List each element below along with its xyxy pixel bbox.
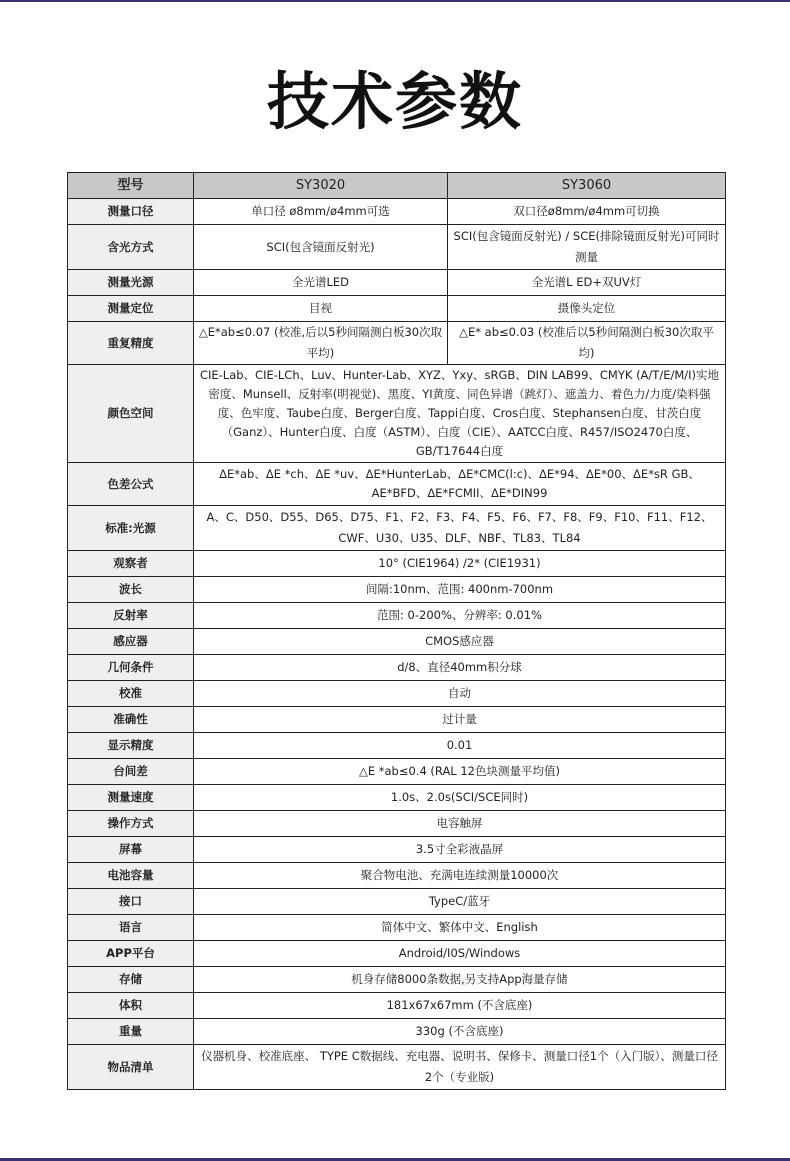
- row-label: APP平台: [68, 941, 194, 967]
- row-label: 波长: [68, 577, 194, 603]
- table-row: [68, 863, 726, 889]
- row-label: 反射率: [68, 603, 194, 629]
- row-label: 测量口径: [68, 199, 194, 225]
- table-row: [68, 322, 726, 365]
- row-value: 简体中文、繁体中文、English: [194, 915, 726, 941]
- row-value: 过计量: [194, 707, 726, 733]
- row-value: Android/I0S/Windows: [194, 941, 726, 967]
- table-row: [68, 785, 726, 811]
- row-label: 电池容量: [68, 863, 194, 889]
- table-header-row: [68, 173, 726, 199]
- table-row: [68, 1019, 726, 1045]
- row-value: 单口径 ø8mm/ø4mm可选: [194, 199, 448, 225]
- row-label: 准确性: [68, 707, 194, 733]
- table-row: [68, 506, 726, 551]
- page-title: 技术参数: [266, 65, 523, 138]
- row-label: 测量定位: [68, 296, 194, 322]
- row-label: 感应器: [68, 629, 194, 655]
- row-value: 全光谱LED: [194, 270, 448, 296]
- row-label: 接口: [68, 889, 194, 915]
- row-label: 屏幕: [68, 837, 194, 863]
- row-value: 目视: [194, 296, 448, 322]
- row-label: 语言: [68, 915, 194, 941]
- row-label: 几何条件: [68, 655, 194, 681]
- row-label: 观察者: [68, 551, 194, 577]
- row-value: 10° (CIE1964) /2* (CIE1931): [194, 551, 726, 577]
- row-label: 操作方式: [68, 811, 194, 837]
- row-label: 测量光源: [68, 270, 194, 296]
- table-row: [68, 270, 726, 296]
- row-value: 间隔:10nm、范围: 400nm-700nm: [194, 577, 726, 603]
- table-row: [68, 889, 726, 915]
- row-label: 颜色空间: [68, 365, 194, 463]
- row-label: 显示精度: [68, 733, 194, 759]
- table-row: [68, 681, 726, 707]
- row-value: SCI(包含镜面反射光) / SCE(排除镜面反射光)可同时测量: [448, 225, 726, 270]
- row-value: 摄像头定位: [448, 296, 726, 322]
- header-model-sy3060: SY3060: [448, 173, 726, 199]
- header-model-sy3020: SY3020: [194, 173, 448, 199]
- table-row: [68, 603, 726, 629]
- row-value: 3.5寸全彩液晶屏: [194, 837, 726, 863]
- table-row: [68, 551, 726, 577]
- row-label: 重量: [68, 1019, 194, 1045]
- row-value: CIE-Lab、CIE-LCh、Luv、Hunter-Lab、XYZ、Yxy、sRGB、DIN LAB99、CMYK (A/T/E/M/I)实地密度、Munsell、反射率(明视觉)、黑度、YI黄度、同色异谱（跳灯）、遮盖力、着色力/力度/染料强度、色牢度、Taube白度、Berger白度、Tappi白度、Cros白度、Stephansen白度、甘茨白度（Ganz）、Hunter白度、白度（ASTM）、白度（CIE）、AATCC白度、R457/ISO2470白度、GB/T17644白度: [194, 365, 726, 463]
- row-label: 重复精度: [68, 322, 194, 365]
- row-value: CMOS感应器: [194, 629, 726, 655]
- table-row: [68, 759, 726, 785]
- row-value: 仪器机身、校准底座、 TYPE C数据线、充电器、说明书、保修卡、测量口径1个（入门版）、测量口径2个（专业版): [194, 1045, 726, 1090]
- row-value: 181x67x67mm (不含底座): [194, 993, 726, 1019]
- row-value: △E* ab≤0.03 (校准后以5秒间隔测白板30次取平均): [448, 322, 726, 365]
- table-row: [68, 296, 726, 322]
- row-value: ΔE*ab、ΔE *ch、ΔE *uv、ΔE*HunterLab、ΔE*CMC(l:c)、ΔE*94、ΔE*00、ΔE*sR GB、AE*BFD、ΔE*FCMII、ΔE*DIN99: [194, 463, 726, 506]
- table-row: [68, 225, 726, 270]
- row-label: 物品清单: [68, 1045, 194, 1090]
- row-value: 范围: 0-200%、分辨率: 0.01%: [194, 603, 726, 629]
- spec-table: [67, 172, 726, 1090]
- row-label: 测量速度: [68, 785, 194, 811]
- row-value: 机身存储8000条数据,另支持App海量存储: [194, 967, 726, 993]
- row-label: 台间差: [68, 759, 194, 785]
- row-value: 0.01: [194, 733, 726, 759]
- table-row: [68, 365, 726, 463]
- table-row: [68, 811, 726, 837]
- table-row: [68, 629, 726, 655]
- row-value: 电容触屏: [194, 811, 726, 837]
- table-row: [68, 1045, 726, 1090]
- table-row: [68, 707, 726, 733]
- row-value: d/8、直径40mm积分球: [194, 655, 726, 681]
- row-value: 330g (不含底座): [194, 1019, 726, 1045]
- table-row: [68, 577, 726, 603]
- table-row: [68, 967, 726, 993]
- row-value: 双口径ø8mm/ø4mm可切换: [448, 199, 726, 225]
- row-value: △E *ab≤0.4 (RAL 12色块测量平均值): [194, 759, 726, 785]
- table-row: [68, 463, 726, 506]
- row-value: 自动: [194, 681, 726, 707]
- header-label: 型号: [68, 173, 194, 199]
- table-row: [68, 941, 726, 967]
- row-value: 聚合物电池、充满电连续测量10000次: [194, 863, 726, 889]
- table-row: [68, 993, 726, 1019]
- row-label: 色差公式: [68, 463, 194, 506]
- row-value: 1.0s、2.0s(SCI/SCE同时): [194, 785, 726, 811]
- row-value: SCI(包含镜面反射光): [194, 225, 448, 270]
- row-value: TypeC/蓝牙: [194, 889, 726, 915]
- row-value: A、C、D50、D55、D65、D75、F1、F2、F3、F4、F5、F6、F7、F8、F9、F10、F11、F12、CWF、U30、U35、DLF、NBF、TL83、TL84: [194, 506, 726, 551]
- table-row: [68, 655, 726, 681]
- table-row: [68, 837, 726, 863]
- row-label: 存储: [68, 967, 194, 993]
- top-divider: [0, 0, 790, 2]
- row-value: △E*ab≤0.07 (校准,后以5秒间隔测白板30次取平均): [194, 322, 448, 365]
- row-label: 校准: [68, 681, 194, 707]
- row-label: 含光方式: [68, 225, 194, 270]
- table-row: [68, 915, 726, 941]
- table-row: [68, 199, 726, 225]
- row-label: 标准:光源: [68, 506, 194, 551]
- row-label: 体积: [68, 993, 194, 1019]
- row-value: 全光谱L ED+双UV灯: [448, 270, 726, 296]
- table-row: [68, 733, 726, 759]
